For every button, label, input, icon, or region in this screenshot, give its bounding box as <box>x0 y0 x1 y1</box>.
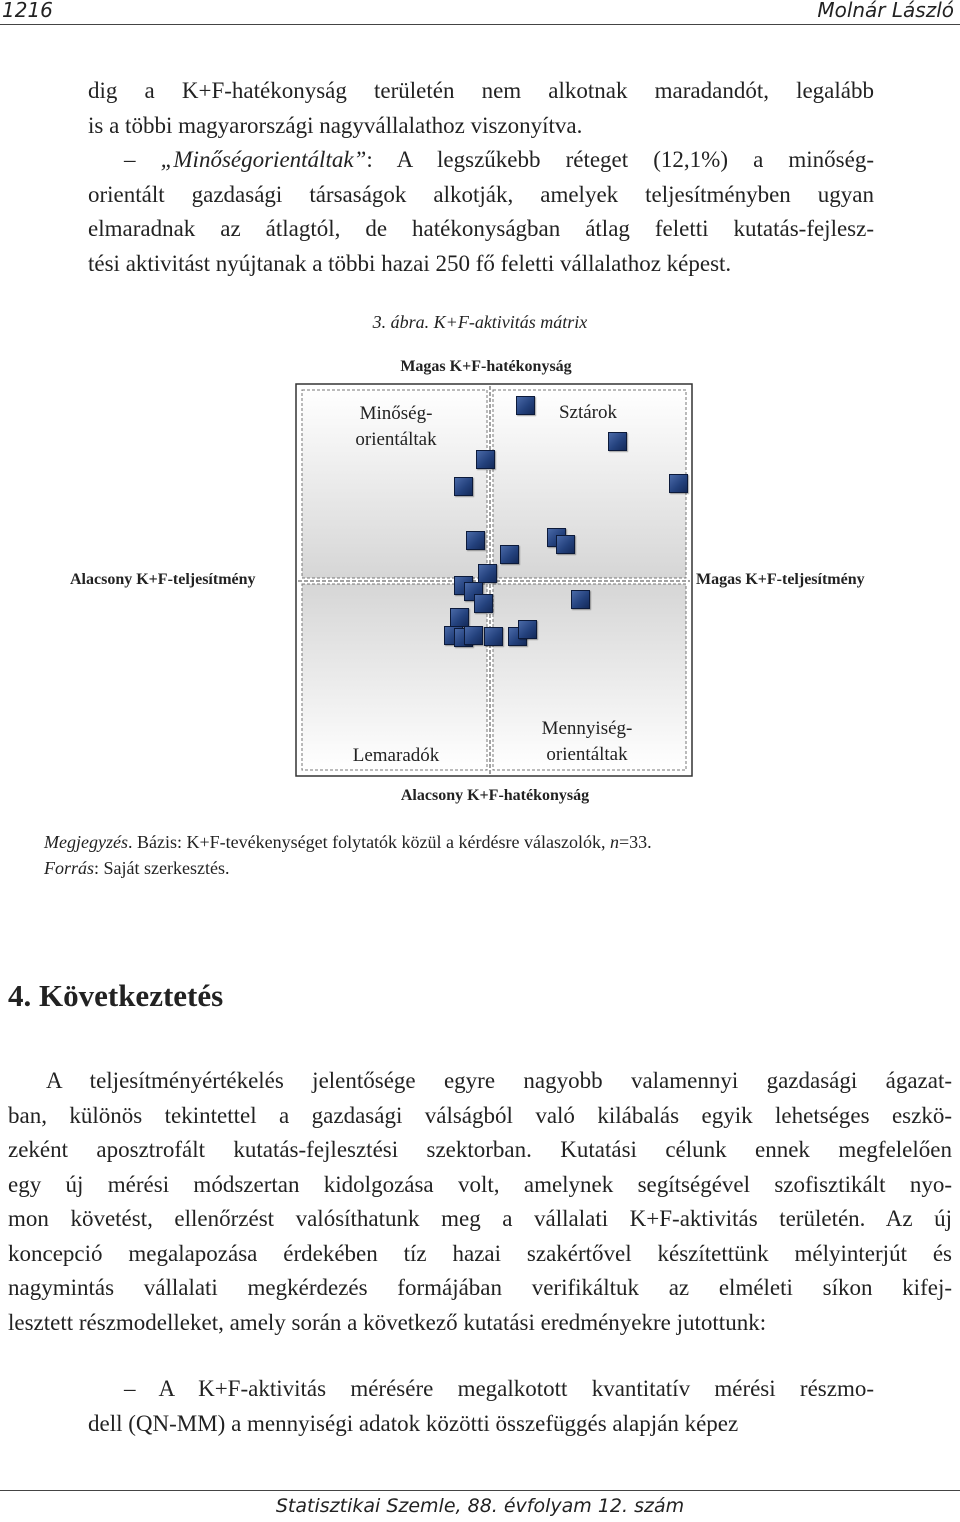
page-footer <box>0 1490 960 1522</box>
figure-source <box>44 858 229 879</box>
quadrant-label-line: Minőség- <box>359 403 433 424</box>
quadrant-label-top-right: Sztárok <box>558 402 618 423</box>
journal-footer: Statisztikai Szemle, 88. évfolyam 12. szám <box>275 1495 685 1517</box>
company-marker <box>474 594 493 613</box>
bullet-line1-rest: : A legszűkebb réteget (12,1%) a minőség- <box>366 147 875 172</box>
source-text: : Saját szerkesztés. <box>94 858 230 878</box>
company-marker <box>466 531 485 550</box>
text-line: A teljesítményértékelés jelentősége egyre nagyobb valamennyi gazdasági ágazat- <box>46 1068 952 1093</box>
quadrant-label-line: orientáltak <box>546 744 628 765</box>
quadrant-label-top-left <box>330 401 462 453</box>
axis-bottom-label: Alacsony K+F-hatékonyság <box>400 787 590 804</box>
text-line: lesztett részmodelleket, amely során a következő kutatási eredményekre jutottunk: <box>8 1309 767 1335</box>
quadrant-label-line: orientáltak <box>355 429 437 450</box>
axis-left-label: Alacsony K+F-teljesítmény <box>70 571 256 588</box>
text-line: tési aktivitást nyújtanak a többi hazai 250 fő feletti vállalathoz képest. <box>88 250 732 276</box>
figure-note <box>44 832 652 853</box>
note-text: . Bázis: K+F-tevékenységet folytatók közül a kérdésre válaszolók, <box>127 832 610 852</box>
company-marker <box>478 564 497 583</box>
conclusion-bullet <box>88 1372 874 1441</box>
company-marker <box>450 608 469 627</box>
quadrant-label-bottom-left: Lemaradók <box>352 745 440 766</box>
text-line: zeként aposztrofált kutatás-fejlesztési szektorban. Kutatási célunk ennek megfelelően <box>8 1137 952 1162</box>
text-line: nagymintás vállalati megkérdezés formájában verifikáltuk az elméleti síkon kifej- <box>8 1275 952 1300</box>
company-marker <box>516 396 535 415</box>
company-marker <box>476 450 495 469</box>
bullet-dash: – <box>124 147 136 172</box>
company-marker <box>484 627 503 646</box>
source-label: Forrás <box>44 858 95 878</box>
company-marker <box>464 626 483 645</box>
running-author: Molnár László <box>817 0 954 22</box>
company-marker <box>454 477 473 496</box>
bullet-term: „Minőségorientáltak” <box>160 147 367 172</box>
note-text-end: =33. <box>618 832 652 852</box>
company-marker <box>669 474 688 493</box>
company-marker <box>500 545 519 564</box>
text-line: – A K+F-aktivitás mérésére megalkotott kvantitatív mérési részmo- <box>124 1376 874 1401</box>
axis-top-label: Magas K+F-hatékonyság <box>400 358 572 375</box>
company-marker <box>518 620 537 639</box>
text-line: ban, különös tekintettel a gazdasági válságból való kilábalás egyik lehetséges eszkö- <box>8 1102 952 1128</box>
figure-caption: 3. ábra. K+F-aktivitás mátrix <box>372 312 588 332</box>
page-number: 1216 <box>2 0 53 22</box>
text-line: orientált gazdasági társaságok alkotják, amelyek teljesítményben ugyan <box>88 181 874 207</box>
text-line: mon követést, ellenőrzést valósíthatunk meg a vállalati K+F-aktivitás területén. Az új <box>8 1206 952 1231</box>
note-n-symbol: n <box>609 832 619 852</box>
section-heading: 4. Következtetés <box>8 978 224 1013</box>
company-marker <box>571 590 590 609</box>
text-line: koncepció megalapozása érdekében tíz hazai szakértővel készítettünk mélyinterjút és <box>8 1240 952 1266</box>
axis-right-label: Magas K+F-teljesítmény <box>696 571 865 588</box>
quadrant-label-bottom-right <box>522 716 652 768</box>
quadrant-label-line: Mennyiség- <box>541 718 633 739</box>
text-line: elmaradnak az átlagtól, de hatékonyságban átlag feletti kutatás-fejlesz- <box>88 216 874 241</box>
note-label: Megjegyzés <box>44 832 128 852</box>
text-line: egy új mérési módszertan kidolgozása volt, amelynek segítségével szofisztikált nyo- <box>8 1171 952 1197</box>
company-marker <box>556 535 575 554</box>
company-marker <box>608 432 627 451</box>
conclusion-paragraph <box>8 1064 952 1340</box>
text-line: is a többi magyarországi nagyvállalathoz viszonyítva. <box>88 112 583 138</box>
text-line: dig a K+F-hatékonyság területén nem alkotnak maradandót, legalább <box>88 78 874 103</box>
text-line: dell (QN-MM) a mennyiségi adatok közötti összefüggés alapján képez <box>88 1410 739 1436</box>
